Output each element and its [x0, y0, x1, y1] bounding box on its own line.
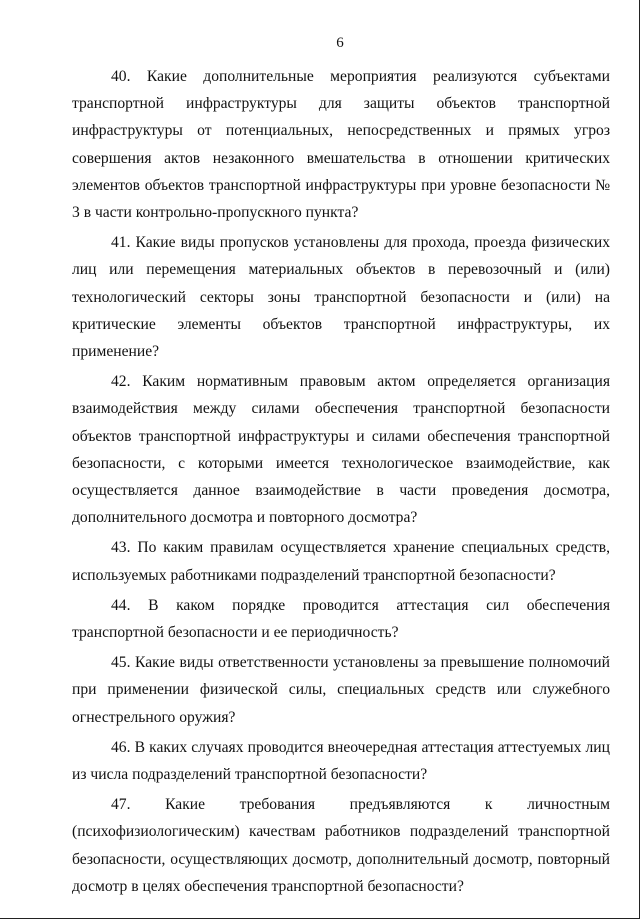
document-body — [72, 63, 610, 903]
question-41: 41. Какие виды пропусков установлены для прохода, проезда физических лиц или перемещения материальных объектов в перевозочный и (или) технологический секторы зоны транспортной безопасности и (или) на критические элементы объектов транспортной инфраструктуры, их применение? — [72, 234, 610, 361]
question-47: 47. Какие требования предъявляются к личностным (психофизиологическим) качествам работников подразделений транспортной безопасности, осуществляющих досмотр, дополнительный досмотр, повторный досмотр в целях обеспечения транспортной безопасности? — [72, 796, 610, 895]
page-number: 6 — [336, 35, 344, 51]
question-40: 40. Какие дополнительные мероприятия реализуются субъектами транспортной инфраструктуры для защиты объектов транспортной инфраструктуры от потенциальных, непосредственных и прямых угроз совершения актов незаконного вмешательства в отношении критических элементов объектов транспортной инфраструктуры при уровне безопасности № 3 в части контрольно-пропускного пункта? — [72, 68, 610, 222]
question-43: 43. По каким правилам осуществляется хранение специальных средств, используемых работниками подразделений транспортной безопасности? — [72, 539, 610, 584]
question-45: 45. Какие виды ответственности установлены за превышение полномочий при применении физической силы, специальных средств или служебного огнестрельного оружия? — [72, 654, 610, 726]
question-44: 44. В каком порядке проводится аттестация сил обеспечения транспортной безопасности и ее периодичность? — [72, 596, 610, 642]
question-42: 42. Каким нормативным правовым актом определяется организация взаимодействия между силами обеспечения транспортной безопасности объектов транспортной инфраструктуры и силами обеспечения транспортной безопасности, с которыми имеется технологическое взаимодействие, как осуществляется данное взаимодействие в части проведения досмотра, дополнительного досмотра и повторного досмотра? — [72, 373, 610, 527]
question-46: 46. В каких случаях проводится внеочередная аттестация аттестуемых лиц из числа подразделений транспортной безопасности? — [72, 738, 610, 784]
